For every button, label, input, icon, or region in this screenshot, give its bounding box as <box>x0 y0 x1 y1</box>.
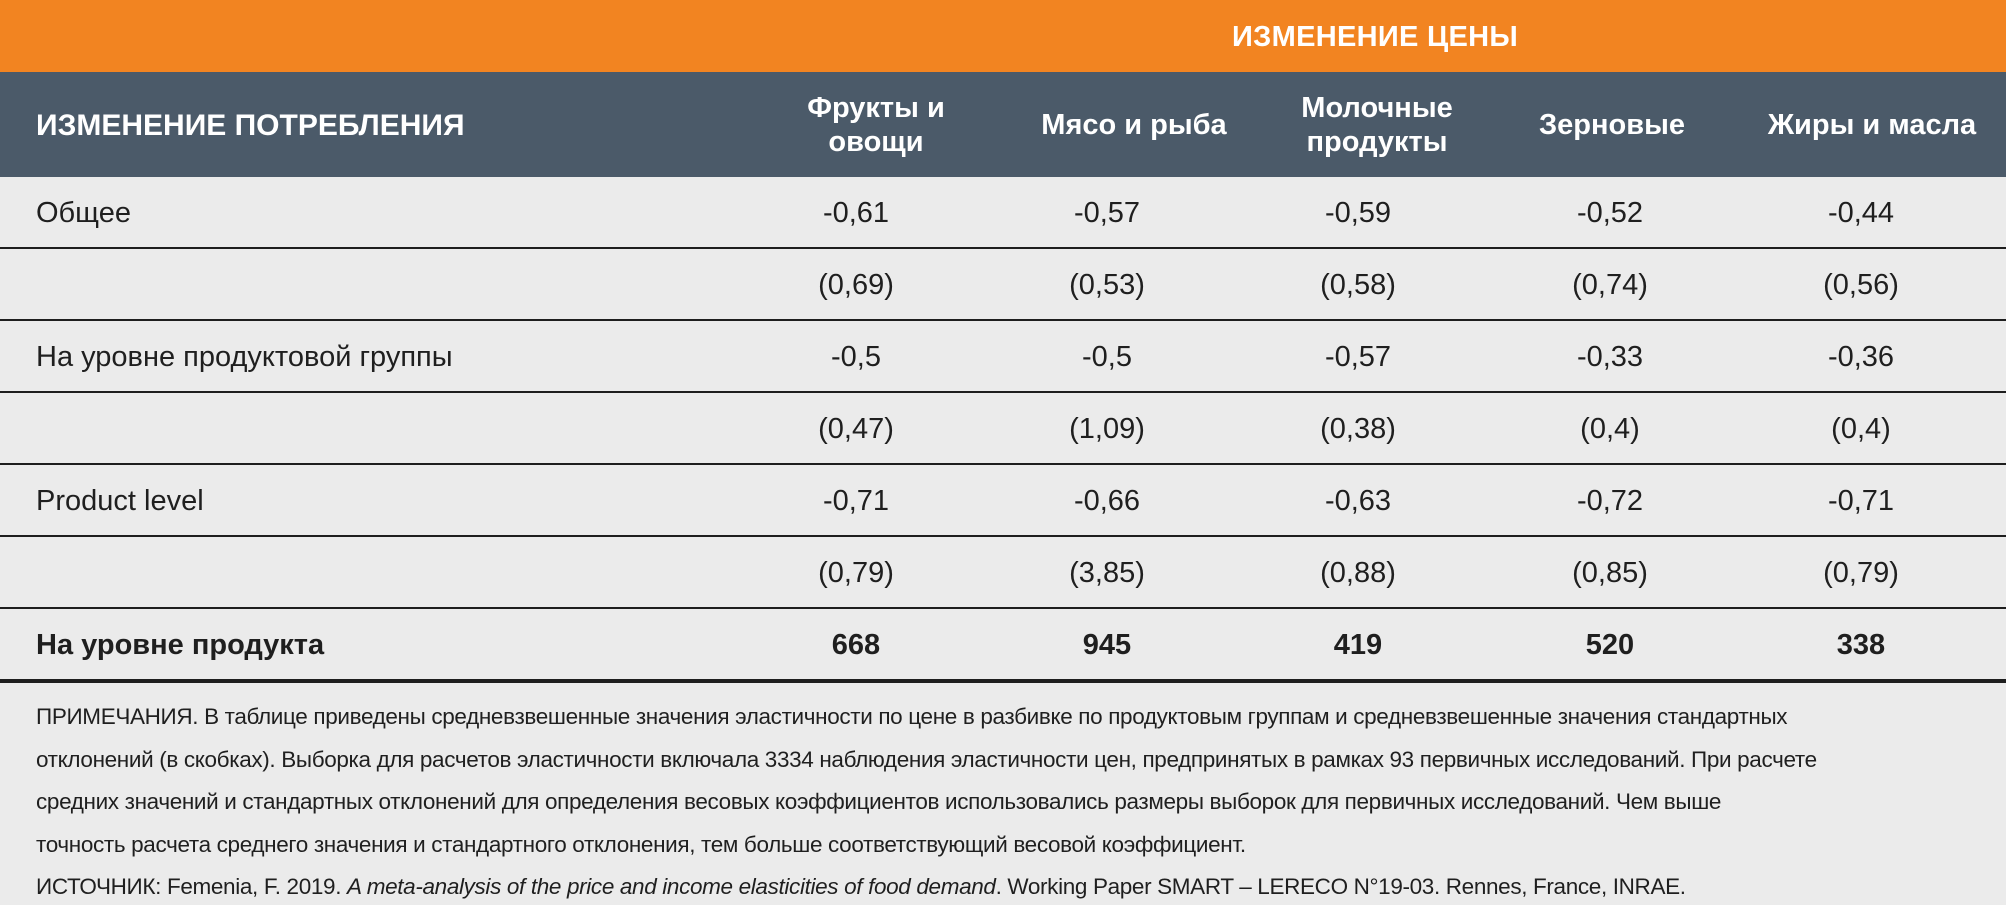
table-cell: (0,74) <box>1572 269 1648 301</box>
col-head-cereals: Зерновые <box>1539 108 1685 141</box>
table-cell: (0,79) <box>1823 557 1899 589</box>
notes-line: отклонений (в скобках). Выборка для расчетов эластичности включала 3334 наблюдения эластичности цен, предпринятых в рамках 93 первичных исследований. При расчете <box>36 746 1817 772</box>
consumption-change-header: ИЗМЕНЕНИЕ ПОТРЕБЛЕНИЯ <box>36 109 465 142</box>
notes-line: точность расчета среднего значения и стандартного отклонения, тем больше соответствующий весовой коэффициент. <box>36 831 1246 857</box>
table-row <box>0 465 2006 537</box>
table-cell: -0,5 <box>1082 341 1132 373</box>
table-cell: -0,52 <box>1576 197 1644 229</box>
table-cell: (0,4) <box>1831 413 1891 445</box>
table-cell: (0,58) <box>1320 269 1396 301</box>
table-notes <box>36 696 1986 905</box>
table-cell: -0,36 <box>1827 341 1895 373</box>
total-cell: 520 <box>1585 629 1635 661</box>
total-row-label: На уровне продукта <box>36 629 325 661</box>
row-label: Общее <box>36 197 131 229</box>
table-cell: -0,71 <box>822 485 890 517</box>
table-cell: (0,56) <box>1823 269 1899 301</box>
total-cell: 338 <box>1836 629 1886 661</box>
source-line <box>36 866 1986 905</box>
table-cell: (1,09) <box>1069 413 1145 445</box>
table-row <box>0 537 2006 609</box>
source-prefix: ИСТОЧНИК: Femenia, F. 2019. <box>36 874 347 899</box>
table-row <box>0 249 2006 321</box>
table-cell: (0,4) <box>1580 413 1640 445</box>
price-change-header: ИЗМЕНЕНИЕ ЦЕНЫ <box>1232 21 1519 53</box>
table-cell: -0,57 <box>1073 197 1141 229</box>
col-head-fats-oils: Жиры и масла <box>1767 108 1977 141</box>
row-label: Product level <box>36 485 204 517</box>
table-cell: -0,44 <box>1827 197 1895 229</box>
source-suffix: . Working Paper SMART – LERECO N°19-03. Rennes, France, INRAE. <box>995 874 1686 899</box>
total-cell: 945 <box>1082 629 1132 661</box>
table-header-row <box>0 72 2006 177</box>
price-change-banner <box>0 0 2006 72</box>
table-cell: (0,38) <box>1320 413 1396 445</box>
table-cell: -0,72 <box>1576 485 1644 517</box>
table-cell: (0,53) <box>1069 269 1145 301</box>
table-total-row <box>0 609 2006 683</box>
table-row <box>0 177 2006 249</box>
notes-line: средних значений и стандартных отклонений для определения весовых коэффициентов использовались размеры выборок для первичных исследований. Чем выше <box>36 789 1722 814</box>
table-cell: (0,47) <box>818 413 894 445</box>
table-cell: -0,5 <box>831 341 881 373</box>
col-head-fruits-vegetables: Фрукты и овощи <box>807 91 945 158</box>
table-cell: (0,79) <box>818 557 894 589</box>
total-cell: 419 <box>1333 629 1383 661</box>
table-row <box>0 393 2006 465</box>
table-cell: (0,88) <box>1320 557 1396 589</box>
col-head-meat-fish: Мясо и рыба <box>1041 108 1227 141</box>
table-cell: (0,85) <box>1572 557 1648 589</box>
col-head-dairy: Молочные продукты <box>1301 91 1453 158</box>
table-cell: -0,66 <box>1073 485 1141 517</box>
table-row <box>0 321 2006 393</box>
source-title: A meta-analysis of the price and income elasticities of food demand <box>347 874 996 899</box>
table-cell: (0,69) <box>818 269 894 301</box>
total-cell: 668 <box>831 629 881 661</box>
table-cell: -0,71 <box>1827 485 1895 517</box>
table-cell: -0,61 <box>822 197 890 229</box>
table-cell: -0,33 <box>1576 341 1644 373</box>
notes-line: ПРИМЕЧАНИЯ. В таблице приведены средневзвешенные значения эластичности по цене в разбивке по продуктовым группам и средневзвешенные значения стандартных <box>36 704 1788 729</box>
row-label: На уровне продуктовой группы <box>36 341 453 373</box>
table-cell: -0,63 <box>1324 485 1392 517</box>
table-cell: -0,57 <box>1324 341 1392 373</box>
table-cell: -0,59 <box>1324 197 1392 229</box>
table-cell: (3,85) <box>1069 557 1145 589</box>
